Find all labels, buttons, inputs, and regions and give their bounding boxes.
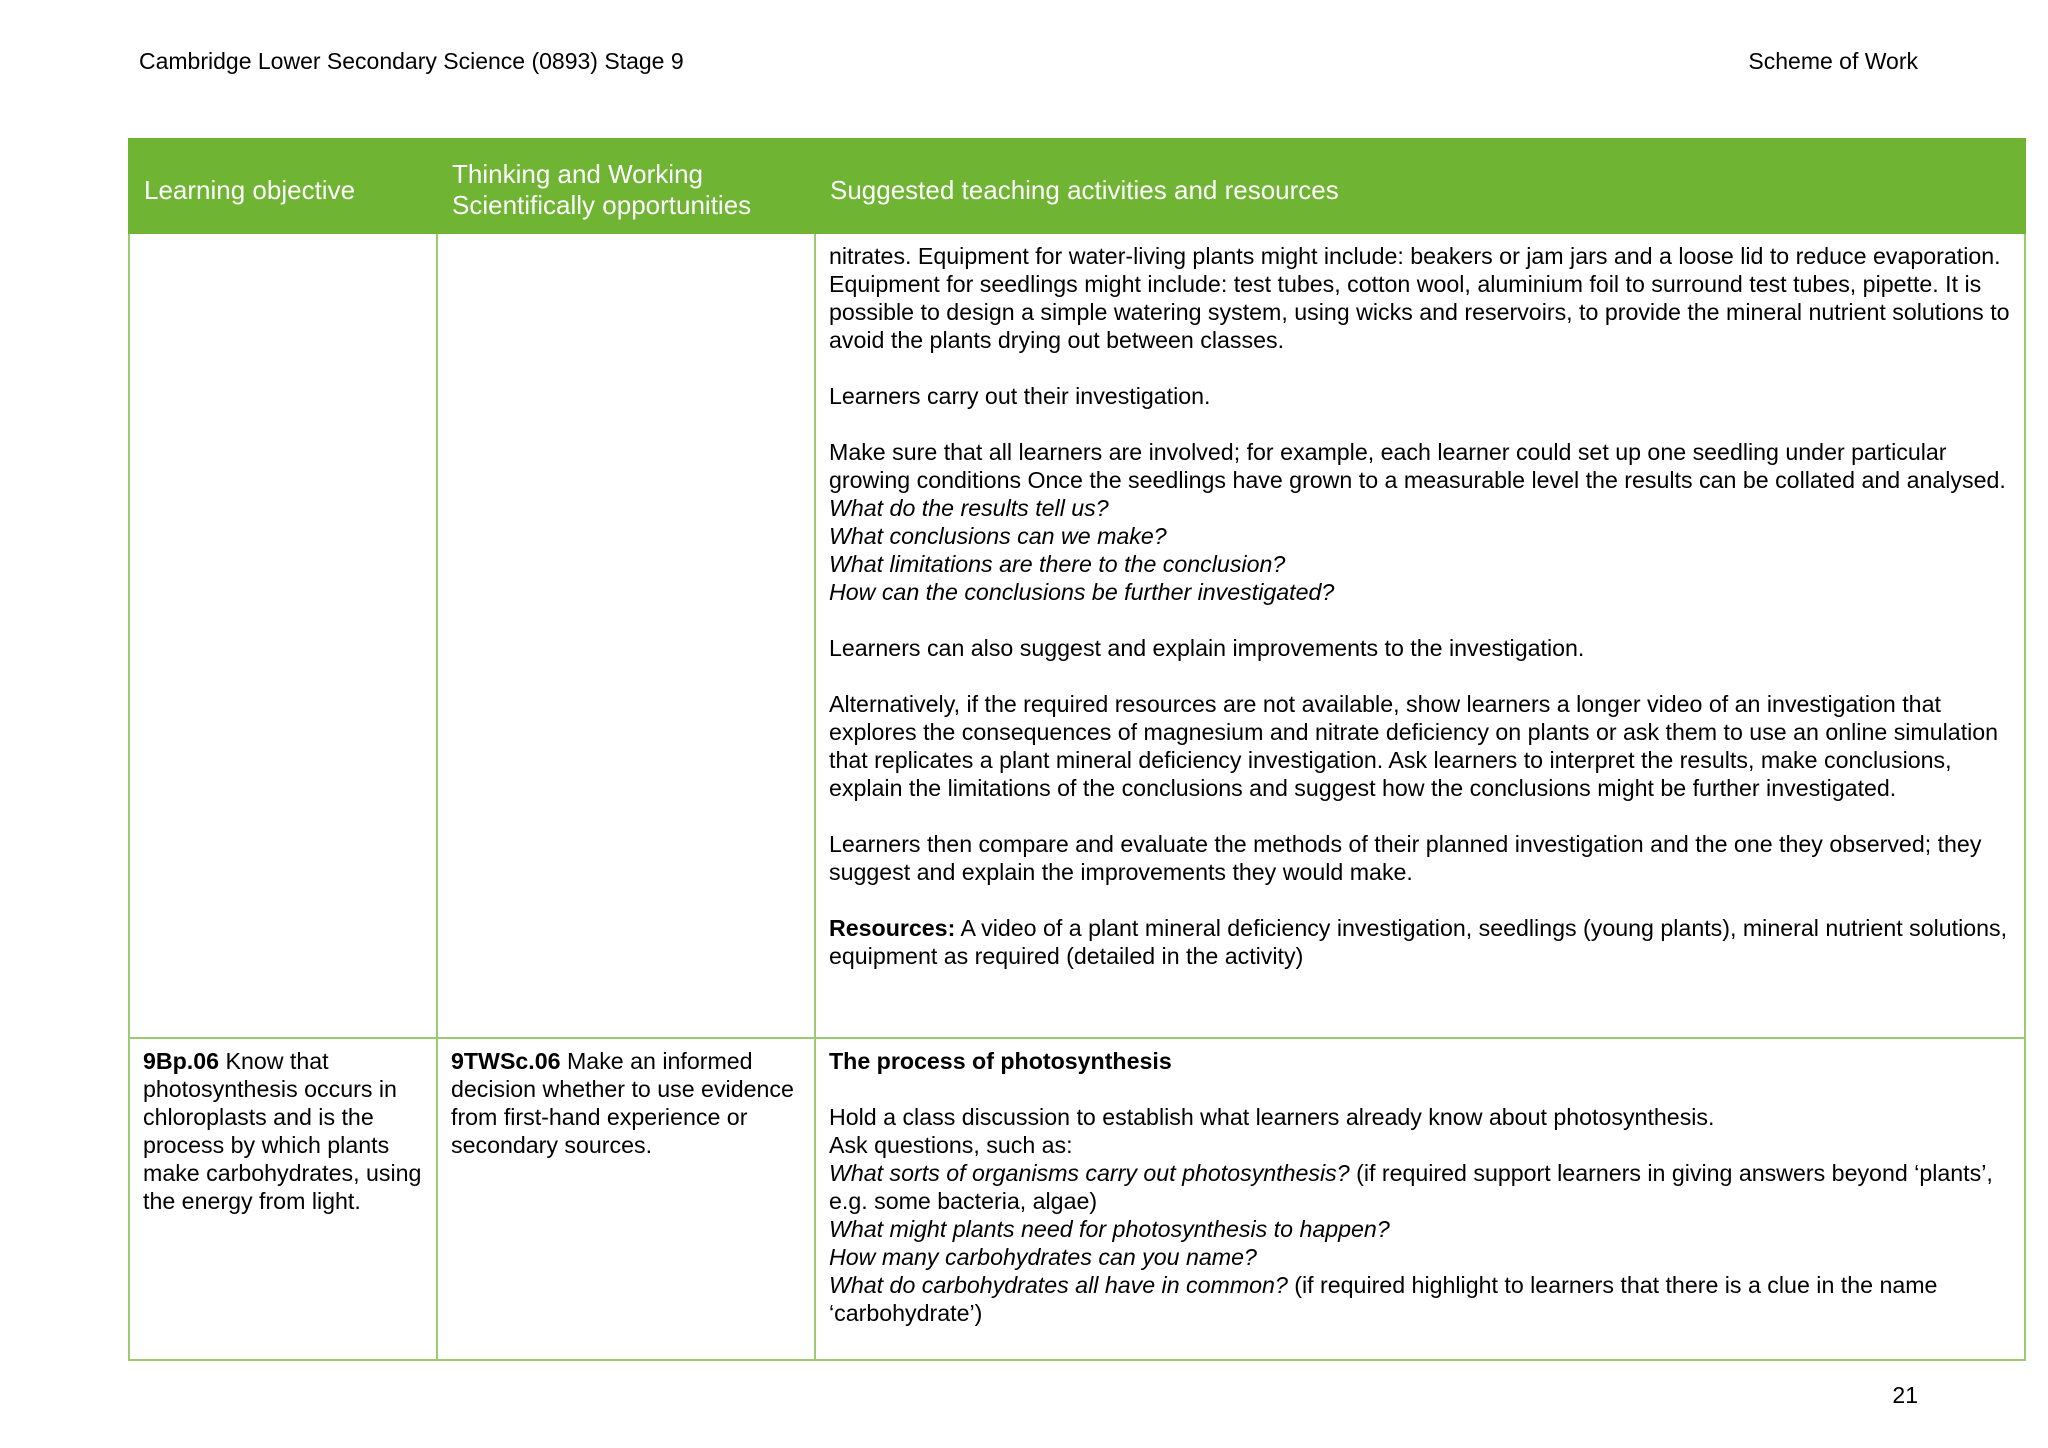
paragraph-gap [829,410,2010,438]
paragraph-gap [829,802,2010,830]
tws-text: Make an informed decision whether to use evidence from first-hand experience or secondary sources. [451,1048,794,1158]
activity-paragraph: Hold a class discussion to establish what learners already know about photosynthesis. [829,1104,1715,1130]
table-header-row [129,139,2025,233]
activity-paragraph: Ask questions, such as: [829,1132,1073,1158]
discussion-question: What do the results tell us? [829,495,1109,521]
table-row [129,233,2025,1038]
paragraph-gap [829,606,2010,634]
paragraph-gap [829,886,2010,914]
learning-objective-cell [129,233,437,1038]
column-header-learning-objective: Learning objective [129,139,437,233]
question-note: (if required highlight to learners that there is a clue in the name ‘carbohydrate’) [829,1272,1938,1326]
activity-paragraph: nitrates. Equipment for water-living plants might include: beakers or jam jars and a loose lid to reduce evaporation. Equipment for seedlings might include: test tubes, cotton wool, aluminium foil to surround test tubes, pipette. It is possible to design a simple watering system, using wicks and reservoirs, to provide the mineral nutrient solutions to avoid the plants drying out between classes. [829,243,2010,353]
table-row [129,1038,2025,1360]
activity-paragraph: Learners carry out their investigation. [829,383,1211,409]
discussion-question: What sorts of organisms carry out photosynthesis? [829,1160,1350,1186]
activity-paragraph: Alternatively, if the required resources are not available, show learners a longer video of an investigation that explores the consequences of magnesium and nitrate deficiency on plants or ask them to use an online simulation that replicates a plant mineral deficiency investigation. Ask learners to interpret the results, make conclusions, explain the limitations of the conclusions and suggest how the conclusions might be further investigated. [829,691,1999,801]
objective-text: Know that photosynthesis occurs in chloroplasts and is the process by which plants make carbohydrates, using the energy from light. [143,1048,422,1214]
tws-cell [437,1038,815,1360]
discussion-question-line [829,1159,2010,1215]
activity-cell [815,1038,2025,1360]
question-note: (if required support learners in giving answers beyond ‘plants’, e.g. some bacteria, algae) [829,1160,1993,1214]
page-number: 21 [1892,1382,1918,1408]
discussion-question: What conclusions can we make? [829,523,1167,549]
column-header-tws-opportunities: Thinking and Working Scientifically opportunities [437,139,815,233]
resources-paragraph [829,914,2010,970]
scheme-of-work-table [128,138,2026,1361]
discussion-question: What might plants need for photosynthesis to happen? [829,1216,1390,1242]
activity-cell [815,233,2025,1038]
paragraph-gap [829,1075,2010,1103]
discussion-question-line [829,1271,2010,1327]
paragraph-gap [829,354,2010,382]
tws-cell [437,233,815,1038]
objective-code: 9Bp.06 [143,1048,220,1074]
activity-paragraph: Make sure that all learners are involved; for example, each learner could set up one seedling under particular growing conditions Once the seedlings have grown to a measurable level the results can be collated and analysed. [829,439,2006,493]
paragraph-gap [829,662,2010,690]
learning-objective-cell [129,1038,437,1360]
discussion-question: How can the conclusions be further investigated? [829,579,1335,605]
document-title: Cambridge Lower Secondary Science (0893) Stage 9 [139,48,684,74]
activity-heading: The process of photosynthesis [829,1048,1172,1074]
resources-label: Resources: [829,915,956,941]
activity-paragraph: Learners can also suggest and explain improvements to the investigation. [829,635,1585,661]
column-header-teaching-activities: Suggested teaching activities and resources [815,139,2025,233]
discussion-question: How many carbohydrates can you name? [829,1244,1257,1270]
activity-paragraph: Learners then compare and evaluate the methods of their planned investigation and the one they observed; they suggest and explain the improvements they would make. [829,831,1982,885]
discussion-question: What do carbohydrates all have in common? [829,1272,1288,1298]
resources-text: A video of a plant mineral deficiency investigation, seedlings (young plants), mineral nutrient solutions, equipment as required (detailed in the activity) [829,915,2008,969]
document-type: Scheme of Work [1748,48,1918,74]
discussion-question: What limitations are there to the conclusion? [829,551,1286,577]
tws-code: 9TWSc.06 [451,1048,561,1074]
